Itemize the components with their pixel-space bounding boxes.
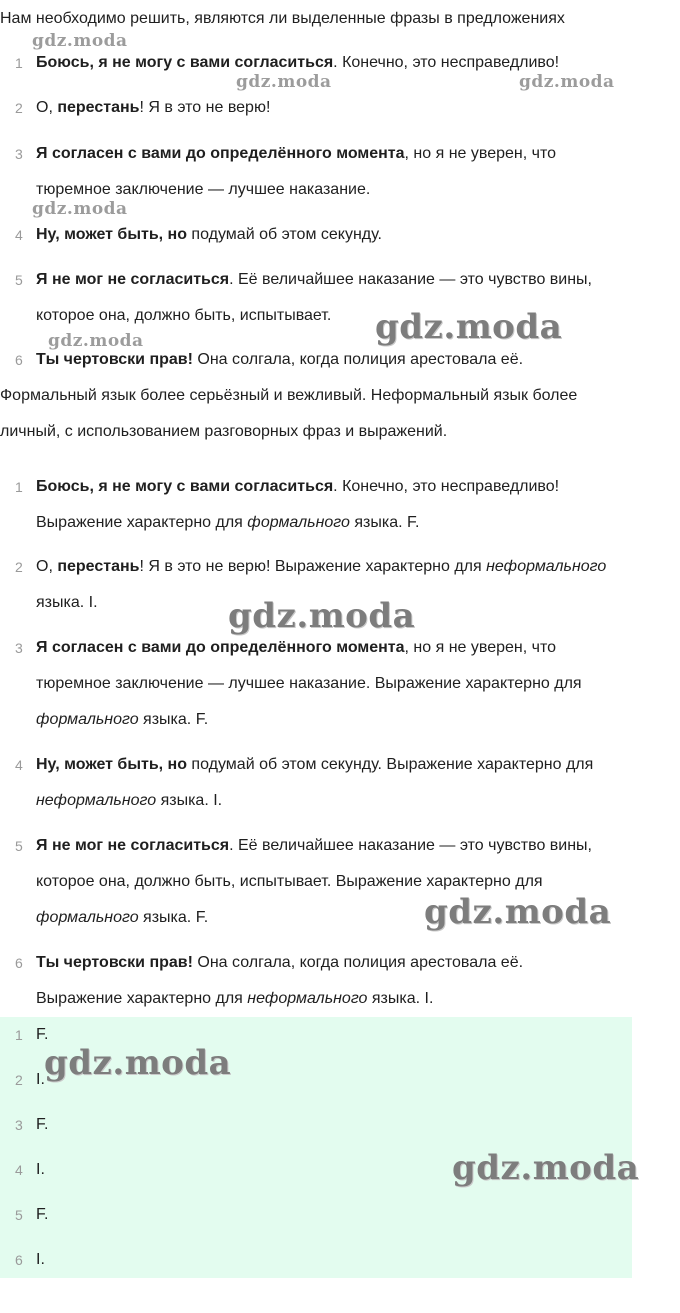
highlighted-phrase: Ты чертовски прав! bbox=[36, 351, 193, 368]
register-word: формального bbox=[247, 514, 350, 531]
watermark-logo: gdz.moda bbox=[375, 307, 563, 347]
highlighted-phrase: Боюсь, я не могу с вами согласиться bbox=[36, 54, 334, 71]
highlighted-phrase: Ну, может быть, но bbox=[36, 756, 187, 773]
register-word: неформального bbox=[36, 792, 157, 809]
watermark-logo: gdz.moda bbox=[452, 1148, 640, 1188]
watermark-logo: gdz.moda bbox=[44, 1043, 232, 1083]
watermark-logo: gdz.moda bbox=[32, 199, 128, 219]
answer-value: I. bbox=[36, 1251, 45, 1268]
item-number: 1 bbox=[15, 479, 23, 495]
register-word: формального bbox=[36, 909, 139, 926]
watermark-logo: gdz.moda bbox=[32, 31, 128, 51]
item-number: 1 bbox=[15, 55, 23, 71]
watermark-logo: gdz.moda bbox=[236, 72, 332, 92]
item-number: 5 bbox=[15, 838, 23, 854]
item-number: 4 bbox=[15, 757, 23, 773]
item-number: 6 bbox=[15, 352, 23, 368]
item-number: 2 bbox=[15, 100, 23, 116]
register-word: формального bbox=[36, 711, 139, 728]
register-word: неформального bbox=[486, 558, 607, 575]
highlighted-phrase: перестань bbox=[57, 99, 140, 116]
answer-value: I. bbox=[36, 1071, 45, 1088]
item-number: 3 bbox=[15, 640, 23, 656]
item-number: 3 bbox=[15, 1117, 23, 1133]
highlighted-phrase: Ну, может быть, но bbox=[36, 226, 187, 243]
watermark-logo: gdz.moda bbox=[519, 72, 615, 92]
highlighted-phrase: Я не мог не согласиться bbox=[36, 837, 230, 854]
answer-value: F. bbox=[36, 1026, 49, 1043]
item-number: 6 bbox=[15, 955, 23, 971]
highlighted-phrase: Я не мог не согласиться bbox=[36, 271, 230, 288]
watermark-logo: gdz.moda bbox=[424, 892, 612, 932]
item-number: 3 bbox=[15, 146, 23, 162]
answer-value: I. bbox=[36, 1161, 45, 1178]
item-number: 5 bbox=[15, 272, 23, 288]
item-number: 4 bbox=[15, 1162, 23, 1178]
item-number: 2 bbox=[15, 1072, 23, 1088]
register-word: неформального bbox=[247, 990, 368, 1007]
watermark-logo: gdz.moda bbox=[228, 596, 416, 636]
item-number: 1 bbox=[15, 1027, 23, 1043]
item-number: 4 bbox=[15, 227, 23, 243]
highlighted-phrase: Я согласен с вами до определённого момента bbox=[36, 639, 405, 656]
answer-value: F. bbox=[36, 1206, 49, 1223]
item-number: 6 bbox=[15, 1252, 23, 1268]
intro-text: Нам необходимо решить, являются ли выделенные фразы в предложениях bbox=[0, 10, 565, 27]
explanation-paragraph: Формальный язык более серьёзный и вежливый. Неформальный язык более личный, с использованием разговорных фраз и выражений. bbox=[0, 387, 578, 440]
highlighted-phrase: Ты чертовски прав! bbox=[36, 954, 193, 971]
answer-value: F. bbox=[36, 1116, 49, 1133]
watermark-logo: gdz.moda bbox=[48, 331, 144, 351]
item-number: 5 bbox=[15, 1207, 23, 1223]
item-number: 2 bbox=[15, 559, 23, 575]
highlighted-phrase: перестань bbox=[57, 558, 140, 575]
highlighted-phrase: Я согласен с вами до определённого момента bbox=[36, 145, 405, 162]
highlighted-phrase: Боюсь, я не могу с вами согласиться bbox=[36, 478, 334, 495]
